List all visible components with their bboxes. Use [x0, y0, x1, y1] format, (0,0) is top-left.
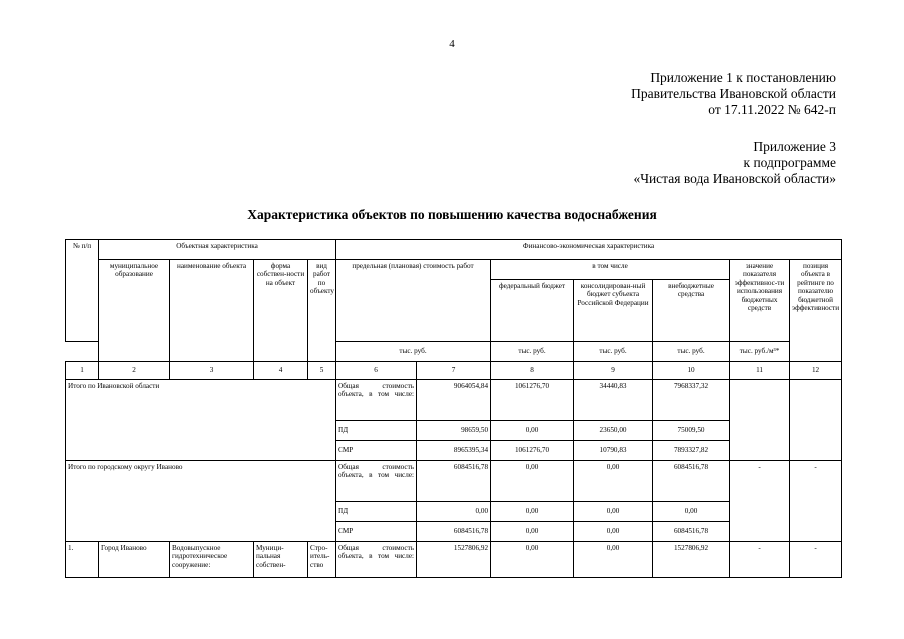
- header-municipality: муниципальное образование: [99, 260, 170, 362]
- header-work-type: вид работ по объекту: [308, 260, 336, 362]
- row-offbudget: 75009,50: [653, 421, 730, 441]
- table-row: [66, 380, 842, 421]
- table-row: [66, 542, 842, 578]
- header-row-1: [66, 240, 842, 260]
- row-kind: ПД: [336, 421, 417, 441]
- row-cost: 0,00: [417, 502, 491, 522]
- column-numbers-row: [66, 362, 842, 380]
- row-cost: 1527806,92: [417, 542, 491, 578]
- col-number: 10: [653, 362, 730, 380]
- row-consolidated: 0,00: [574, 502, 653, 522]
- header-federal: федеральный бюджет: [491, 280, 574, 342]
- unit-efficiency-footnote: *: [775, 347, 780, 356]
- row-kind: Общая стоимость объекта, в том числе:: [336, 461, 417, 502]
- appendix-1-header: [631, 70, 836, 118]
- row-consolidated: 34440,83: [574, 380, 653, 421]
- item-ownership: Муници-пальная собствен-: [254, 542, 308, 578]
- appendix-1-line-3: от 17.11.2022 № 642-п: [708, 102, 836, 117]
- row-efficiency: -: [730, 461, 790, 542]
- objects-table: [65, 239, 842, 578]
- col-number: 8: [491, 362, 574, 380]
- item-num: 1.: [66, 542, 99, 578]
- row-offbudget: 7893327,82: [653, 441, 730, 461]
- header-ownership: форма собствен-ности на объект: [254, 260, 308, 362]
- row-consolidated: 10790,83: [574, 441, 653, 461]
- row-consolidated: 0,00: [574, 522, 653, 542]
- row-federal: 0,00: [491, 522, 574, 542]
- row-consolidated: 0,00: [574, 542, 653, 578]
- row-offbudget: 1527806,92: [653, 542, 730, 578]
- row-offbudget: 0,00: [653, 502, 730, 522]
- appendix-3-line-1: Приложение 3: [753, 139, 836, 154]
- header-num-cont: [66, 342, 99, 362]
- row-consolidated: 23650,00: [574, 421, 653, 441]
- row-efficiency: [730, 380, 790, 441]
- col-number: 2: [99, 362, 170, 380]
- col-number: 9: [574, 362, 653, 380]
- appendix-1-line-2: Правительства Ивановской области: [631, 86, 836, 101]
- row-federal: 0,00: [491, 502, 574, 522]
- row-federal: 1061276,70: [491, 441, 574, 461]
- row-federal: 1061276,70: [491, 380, 574, 421]
- document-title: Характеристика объектов по повышению качества водоснабжения: [247, 207, 657, 222]
- col-number: 6: [336, 362, 417, 380]
- row-kind: СМР: [336, 441, 417, 461]
- header-rating: позиция объекта в рейтинге по показателю бюджетной эффективности: [790, 260, 842, 362]
- row-kind: Общая стоимость объекта, в том числе:: [336, 380, 417, 421]
- row-consolidated: 0,00: [574, 461, 653, 502]
- row-offbudget: 6084516,78: [653, 461, 730, 502]
- row-cost: 6084516,78: [417, 461, 491, 502]
- header-num: № п/п: [66, 240, 99, 342]
- total-city-label: Итого по городскому округу Иваново: [66, 461, 336, 542]
- row-offbudget: 7968337,32: [653, 380, 730, 421]
- row-cost: 6084516,78: [417, 522, 491, 542]
- row-federal: 0,00: [491, 461, 574, 502]
- header-row-2: [66, 260, 842, 280]
- row-kind: СМР: [336, 522, 417, 542]
- unit-cost: тыс. руб.: [336, 342, 491, 362]
- unit-efficiency: [730, 342, 790, 362]
- row-cost: 8965395,34: [417, 441, 491, 461]
- row-offbudget: 6084516,78: [653, 522, 730, 542]
- appendix-3-line-2: к подпрограмме: [743, 155, 836, 170]
- row-efficiency-cont: [730, 441, 790, 461]
- col-number: 7: [417, 362, 491, 380]
- appendix-3-line-3: «Чистая вода Ивановской области»: [633, 171, 836, 186]
- col-number: 11: [730, 362, 790, 380]
- row-rating: [790, 380, 842, 461]
- col-number: 3: [170, 362, 254, 380]
- row-kind: ПД: [336, 502, 417, 522]
- unit-efficiency-text: тыс. руб./м³: [739, 347, 776, 356]
- appendix-3-header: [633, 139, 836, 187]
- unit-federal: тыс. руб.: [491, 342, 574, 362]
- header-cost: предельная (плановая) стоимость работ: [336, 260, 491, 342]
- row-rating: -: [790, 542, 842, 578]
- unit-consolidated: тыс. руб.: [574, 342, 653, 362]
- item-work-type: Стро-итель-ство: [308, 542, 336, 578]
- header-finance-group: Финансово-экономическая характеристика: [336, 240, 842, 260]
- row-federal: 0,00: [491, 421, 574, 441]
- header-including: в том числе: [491, 260, 730, 280]
- table-row: [66, 461, 842, 502]
- row-cost: 9064054,84: [417, 380, 491, 421]
- header-efficiency: значение показателя эффективнос-ти использования бюджетных средств: [730, 260, 790, 342]
- row-efficiency: -: [730, 542, 790, 578]
- unit-offbudget: тыс. руб.: [653, 342, 730, 362]
- row-kind: Общая стоимость объекта, в том числе:: [336, 542, 417, 578]
- row-rating: -: [790, 461, 842, 542]
- col-number: 12: [790, 362, 842, 380]
- item-object-name: Водовыпускное гидротехническое сооружение:: [170, 542, 254, 578]
- col-number: 1: [66, 362, 99, 380]
- total-region-label: Итого по Ивановской области: [66, 380, 336, 461]
- item-municipality: Город Иваново: [99, 542, 170, 578]
- row-cost: 98659,50: [417, 421, 491, 441]
- appendix-1-line-1: Приложение 1 к постановлению: [650, 70, 836, 85]
- header-object-name: наименование объекта: [170, 260, 254, 362]
- page-number: 4: [449, 38, 455, 50]
- header-object-group: Объектная характеристика: [99, 240, 336, 260]
- row-federal: 0,00: [491, 542, 574, 578]
- header-consolidated: консолидирован-ный бюджет субъекта Российской Федерации: [574, 280, 653, 342]
- col-number: 4: [254, 362, 308, 380]
- col-number: 5: [308, 362, 336, 380]
- header-offbudget: внебюджетные средства: [653, 280, 730, 342]
